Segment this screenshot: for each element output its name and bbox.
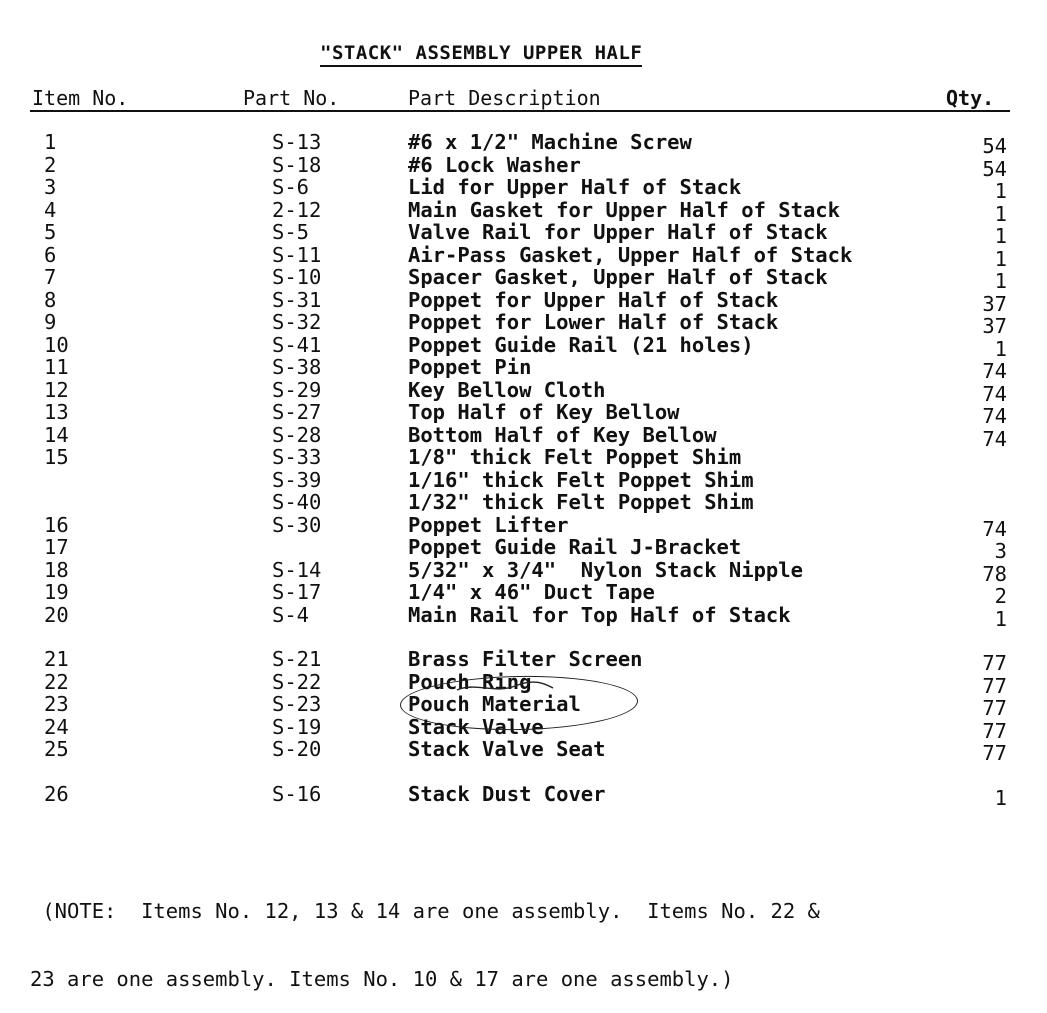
quantity: 37 <box>982 291 1007 316</box>
item-no: 3 <box>44 175 57 199</box>
quantity: 1 <box>994 336 1007 361</box>
quantity: 1 <box>994 179 1007 203</box>
table-row <box>0 557 1047 586</box>
item-no: 10 <box>44 332 69 357</box>
part-description: Poppet Guide Rail J-Bracket <box>408 535 742 559</box>
table-row <box>0 647 1047 675</box>
table-row <box>0 469 1047 492</box>
part-description: Brass Filter Screen <box>408 647 643 671</box>
table-row <box>0 152 1047 181</box>
table-row <box>0 242 1047 271</box>
part-no: S-28 <box>272 422 322 447</box>
part-no: S-16 <box>272 781 322 806</box>
part-no: S-19 <box>272 714 322 739</box>
part-no: S-40 <box>272 490 322 514</box>
quantity: 74 <box>982 359 1007 383</box>
header-qty: Qty. <box>946 86 995 110</box>
part-description: 1/8" thick Felt Poppet Shim <box>408 445 742 469</box>
part-description: Key Bellow Cloth <box>408 377 606 402</box>
quantity: 74 <box>982 426 1007 451</box>
part-description: Bottom Half of Key Bellow <box>408 422 717 447</box>
part-no: S-33 <box>272 445 322 469</box>
quantity: 1 <box>994 246 1007 271</box>
item-no: 7 <box>44 265 57 289</box>
part-no: S-5 <box>272 220 310 244</box>
quantity: 37 <box>982 314 1007 338</box>
item-no: 15 <box>44 445 69 469</box>
table-row <box>0 332 1047 361</box>
assembly-note <box>30 855 1010 1013</box>
part-no: S-10 <box>272 265 322 289</box>
table-row <box>0 491 1047 514</box>
table-row <box>0 197 1047 226</box>
table-row <box>0 310 1047 338</box>
part-description: Pouch Ring <box>408 669 532 694</box>
part-no: 2-12 <box>272 197 322 222</box>
part-description: Main Gasket for Upper Half of Stack <box>408 197 840 222</box>
quantity: 1 <box>994 269 1007 293</box>
part-description: Stack Valve <box>408 714 544 739</box>
table-row <box>0 175 1047 203</box>
table-row <box>0 512 1047 541</box>
part-no: S-39 <box>272 467 322 492</box>
part-no: S-32 <box>272 310 322 334</box>
part-no: S-41 <box>272 332 322 357</box>
item-no: 26 <box>44 781 69 806</box>
table-row <box>0 737 1047 765</box>
table-row <box>0 377 1047 406</box>
quantity: 74 <box>982 516 1007 541</box>
part-description: #6 Lock Washer <box>408 152 581 177</box>
item-no: 6 <box>44 242 57 267</box>
part-description: 1/4" x 46" Duct Tape <box>408 580 655 604</box>
quantity: 77 <box>982 696 1007 720</box>
quantity: 54 <box>982 156 1007 181</box>
table-row <box>0 220 1047 248</box>
table-row <box>0 602 1047 631</box>
part-description: Pouch Material <box>408 692 581 716</box>
part-description: Poppet Guide Rail (21 holes) <box>408 332 754 357</box>
item-no: 4 <box>44 197 57 222</box>
item-no: 9 <box>44 310 57 334</box>
table-row <box>0 535 1047 563</box>
part-no: S-4 <box>272 602 310 627</box>
part-no: S-22 <box>272 669 322 694</box>
part-description: #6 x 1/2" Machine Screw <box>408 130 692 154</box>
item-no: 1 <box>44 130 57 154</box>
table-row <box>0 422 1047 451</box>
item-no: 24 <box>44 714 69 739</box>
handwritten-strike <box>455 680 555 694</box>
table-row <box>0 287 1047 316</box>
part-no: S-38 <box>272 355 322 379</box>
quantity: 1 <box>994 224 1007 248</box>
part-no: S-17 <box>272 580 322 604</box>
item-no: 23 <box>44 692 69 716</box>
part-no: S-27 <box>272 400 322 424</box>
item-no: 11 <box>44 355 69 379</box>
item-no: 17 <box>44 535 69 559</box>
part-no: S-14 <box>272 557 322 582</box>
header-part-description: Part Description <box>408 86 601 110</box>
item-no: 25 <box>44 737 69 761</box>
item-no: 19 <box>44 580 69 604</box>
part-description: Poppet Lifter <box>408 512 569 537</box>
item-no: 5 <box>44 220 57 244</box>
item-no: 20 <box>44 602 69 627</box>
quantity: 54 <box>982 134 1007 158</box>
quantity: 2 <box>994 584 1007 608</box>
quantity: 1 <box>994 606 1007 631</box>
quantity: 74 <box>982 404 1007 428</box>
item-no: 21 <box>44 647 69 671</box>
item-no: 2 <box>44 152 57 177</box>
header-part-no: Part No. <box>243 86 340 110</box>
quantity: 74 <box>982 381 1007 406</box>
part-description: Valve Rail for Upper Half of Stack <box>408 220 828 244</box>
part-description: Top Half of Key Bellow <box>408 400 680 424</box>
item-no: 12 <box>44 377 69 402</box>
part-description: Stack Dust Cover <box>408 781 606 806</box>
part-no: S-18 <box>272 152 322 177</box>
quantity: 1 <box>994 785 1007 810</box>
part-no: S-11 <box>272 242 322 267</box>
part-description: Lid for Upper Half of Stack <box>408 175 742 199</box>
item-no: 18 <box>44 557 69 582</box>
part-no: S-20 <box>272 737 322 761</box>
item-no: 14 <box>44 422 69 447</box>
part-description: Poppet for Lower Half of Stack <box>408 310 779 334</box>
quantity: 77 <box>982 673 1007 698</box>
quantity: 78 <box>982 561 1007 586</box>
part-description: Stack Valve Seat <box>408 737 606 761</box>
table-row <box>0 265 1047 293</box>
table-row <box>0 400 1047 428</box>
part-description: Poppet Pin <box>408 355 532 379</box>
part-description: Spacer Gasket, Upper Half of Stack <box>408 265 828 289</box>
part-no: S-31 <box>272 287 322 312</box>
table-row <box>0 580 1047 608</box>
part-description: Poppet for Upper Half of Stack <box>408 287 779 312</box>
part-description: 1/32" thick Felt Poppet Shim <box>408 490 754 514</box>
header-item-no: Item No. <box>32 86 129 110</box>
table-row <box>0 130 1047 158</box>
note-line-2: 23 are one assembly. Items No. 10 & 17 are one assembly.) <box>30 966 734 991</box>
part-description: 5/32" x 3/4" Nylon Stack Nipple <box>408 557 803 582</box>
item-no: 22 <box>44 669 69 694</box>
quantity: 77 <box>982 651 1007 675</box>
table-row <box>0 781 1047 810</box>
quantity: 77 <box>982 718 1007 743</box>
table-row <box>0 355 1047 383</box>
item-no: 16 <box>44 512 69 537</box>
table-row <box>0 446 1047 469</box>
part-description: 1/16" thick Felt Poppet Shim <box>408 467 754 492</box>
part-no: S-29 <box>272 377 322 402</box>
part-no: S-21 <box>272 647 322 671</box>
part-no: S-13 <box>272 130 322 154</box>
part-no: S-23 <box>272 692 322 716</box>
item-no: 8 <box>44 287 57 312</box>
part-no: S-30 <box>272 512 322 537</box>
part-no: S-6 <box>272 175 310 199</box>
quantity: 77 <box>982 741 1007 765</box>
note-line-1: (NOTE: Items No. 12, 13 & 14 are one assembly. Items No. 22 & <box>30 899 820 923</box>
header-rule <box>30 110 1010 112</box>
part-description: Air-Pass Gasket, Upper Half of Stack <box>408 242 853 267</box>
quantity: 1 <box>994 201 1007 226</box>
quantity: 3 <box>994 539 1007 563</box>
part-description: Main Rail for Top Half of Stack <box>408 602 791 627</box>
document-title: "STACK" ASSEMBLY UPPER HALF <box>320 42 642 67</box>
item-no: 13 <box>44 400 69 424</box>
